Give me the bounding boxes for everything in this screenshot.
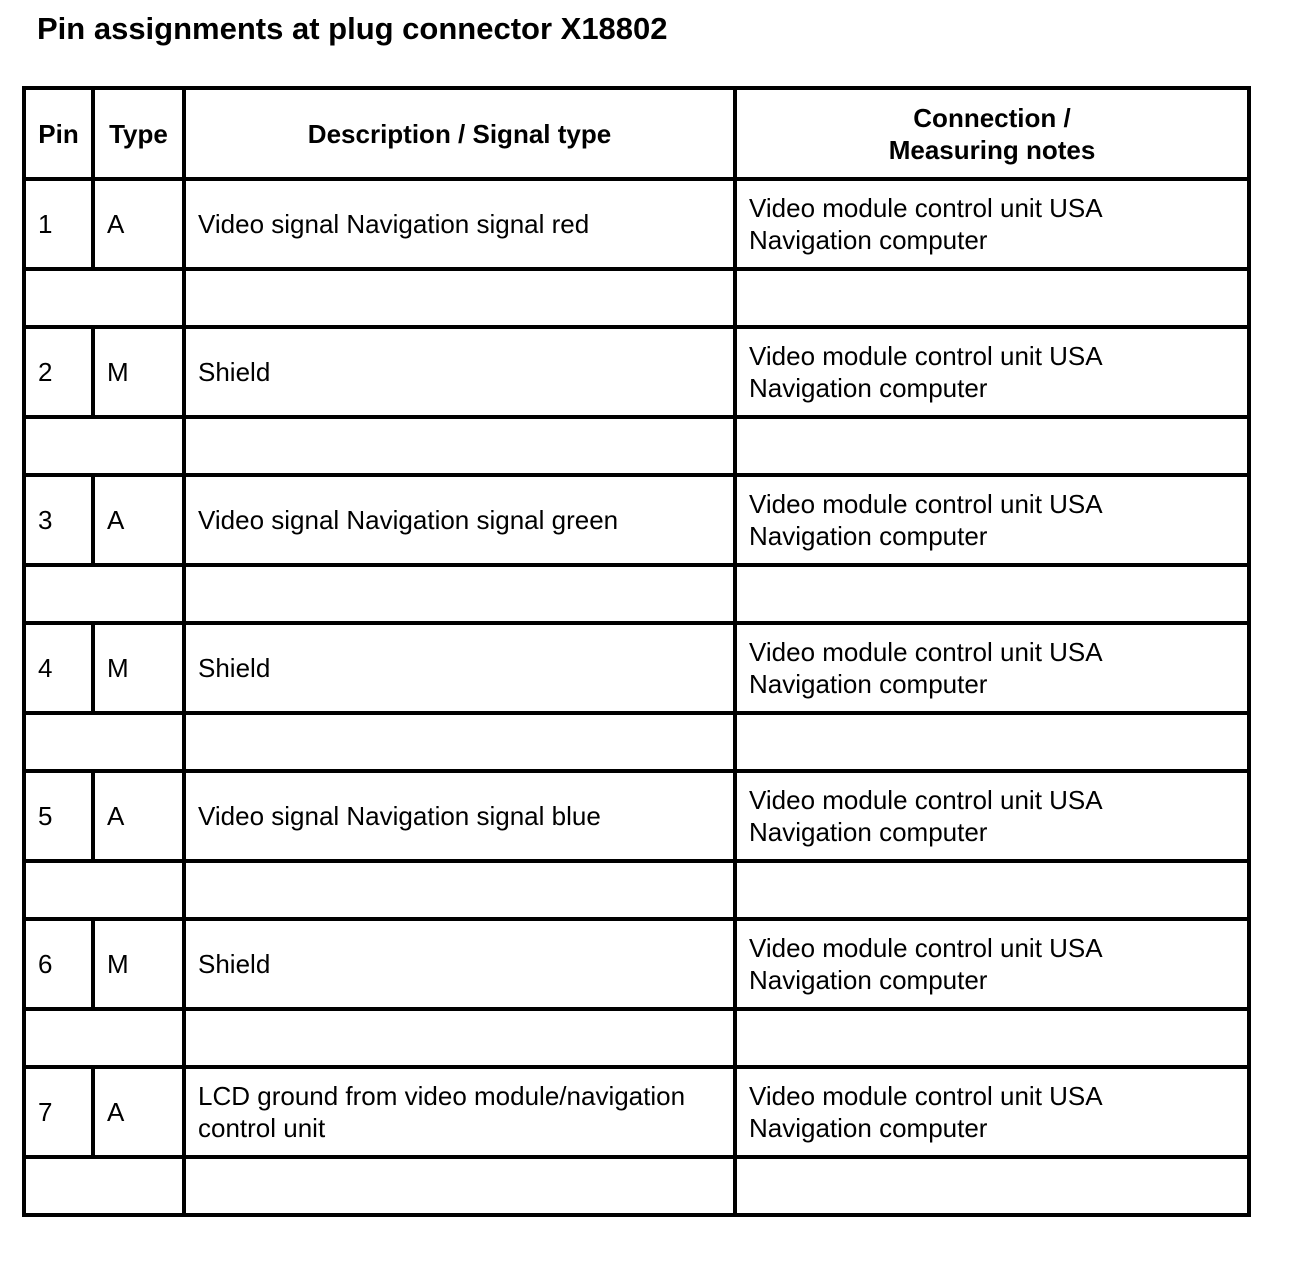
cell-description: Shield	[184, 919, 735, 1009]
spacer-cell	[24, 713, 184, 771]
cell-description: Shield	[184, 623, 735, 713]
table-spacer-row	[24, 1157, 1249, 1215]
table-spacer-row	[24, 861, 1249, 919]
cell-type: M	[93, 327, 184, 417]
table-spacer-row	[24, 565, 1249, 623]
spacer-cell	[184, 417, 735, 475]
spacer-cell	[735, 565, 1249, 623]
cell-type: A	[93, 179, 184, 269]
spacer-cell	[735, 1157, 1249, 1215]
cell-type: A	[93, 475, 184, 565]
table-spacer-row	[24, 1009, 1249, 1067]
spacer-cell	[184, 565, 735, 623]
cell-pin: 2	[24, 327, 93, 417]
spacer-cell	[24, 1009, 184, 1067]
table-row-pin-2	[24, 327, 1249, 417]
spacer-cell	[184, 713, 735, 771]
cell-description: LCD ground from video module/navigation control unit	[184, 1067, 735, 1157]
cell-pin: 5	[24, 771, 93, 861]
cell-type: M	[93, 919, 184, 1009]
cell-description: Video signal Navigation signal red	[184, 179, 735, 269]
table-header-row	[24, 88, 1249, 179]
table-spacer-row	[24, 713, 1249, 771]
spacer-cell	[735, 417, 1249, 475]
pin-assignment-table	[22, 86, 1251, 1217]
cell-connection: Video module control unit USA Navigation computer	[735, 771, 1249, 861]
cell-connection: Video module control unit USA Navigation computer	[735, 919, 1249, 1009]
page-title: Pin assignments at plug connector X18802	[37, 11, 668, 46]
table-row-pin-3	[24, 475, 1249, 565]
header-description: Description / Signal type	[184, 88, 735, 179]
cell-type: A	[93, 1067, 184, 1157]
cell-connection: Video module control unit USA Navigation computer	[735, 327, 1249, 417]
cell-connection: Video module control unit USA Navigation computer	[735, 179, 1249, 269]
cell-pin: 7	[24, 1067, 93, 1157]
cell-pin: 1	[24, 179, 93, 269]
cell-description: Shield	[184, 327, 735, 417]
header-type: Type	[93, 88, 184, 179]
spacer-cell	[184, 861, 735, 919]
header-connection: Connection / Measuring notes	[735, 88, 1249, 179]
spacer-cell	[735, 713, 1249, 771]
spacer-cell	[24, 861, 184, 919]
spacer-cell	[184, 269, 735, 327]
cell-connection: Video module control unit USA Navigation computer	[735, 623, 1249, 713]
cell-pin: 6	[24, 919, 93, 1009]
table-spacer-row	[24, 417, 1249, 475]
cell-pin: 3	[24, 475, 93, 565]
spacer-cell	[184, 1157, 735, 1215]
spacer-cell	[735, 1009, 1249, 1067]
spacer-cell	[735, 269, 1249, 327]
table-row-pin-6	[24, 919, 1249, 1009]
spacer-cell	[24, 269, 184, 327]
cell-description: Video signal Navigation signal green	[184, 475, 735, 565]
cell-pin: 4	[24, 623, 93, 713]
table-row-pin-1	[24, 179, 1249, 269]
table-spacer-row	[24, 269, 1249, 327]
cell-connection: Video module control unit USA Navigation computer	[735, 475, 1249, 565]
spacer-cell	[24, 417, 184, 475]
spacer-cell	[184, 1009, 735, 1067]
spacer-cell	[735, 861, 1249, 919]
cell-connection: Video module control unit USA Navigation computer	[735, 1067, 1249, 1157]
table-row-pin-7	[24, 1067, 1249, 1157]
cell-type: A	[93, 771, 184, 861]
table-row-pin-4	[24, 623, 1249, 713]
table-row-pin-5	[24, 771, 1249, 861]
header-pin: Pin	[24, 88, 93, 179]
spacer-cell	[24, 1157, 184, 1215]
cell-type: M	[93, 623, 184, 713]
spacer-cell	[24, 565, 184, 623]
cell-description: Video signal Navigation signal blue	[184, 771, 735, 861]
